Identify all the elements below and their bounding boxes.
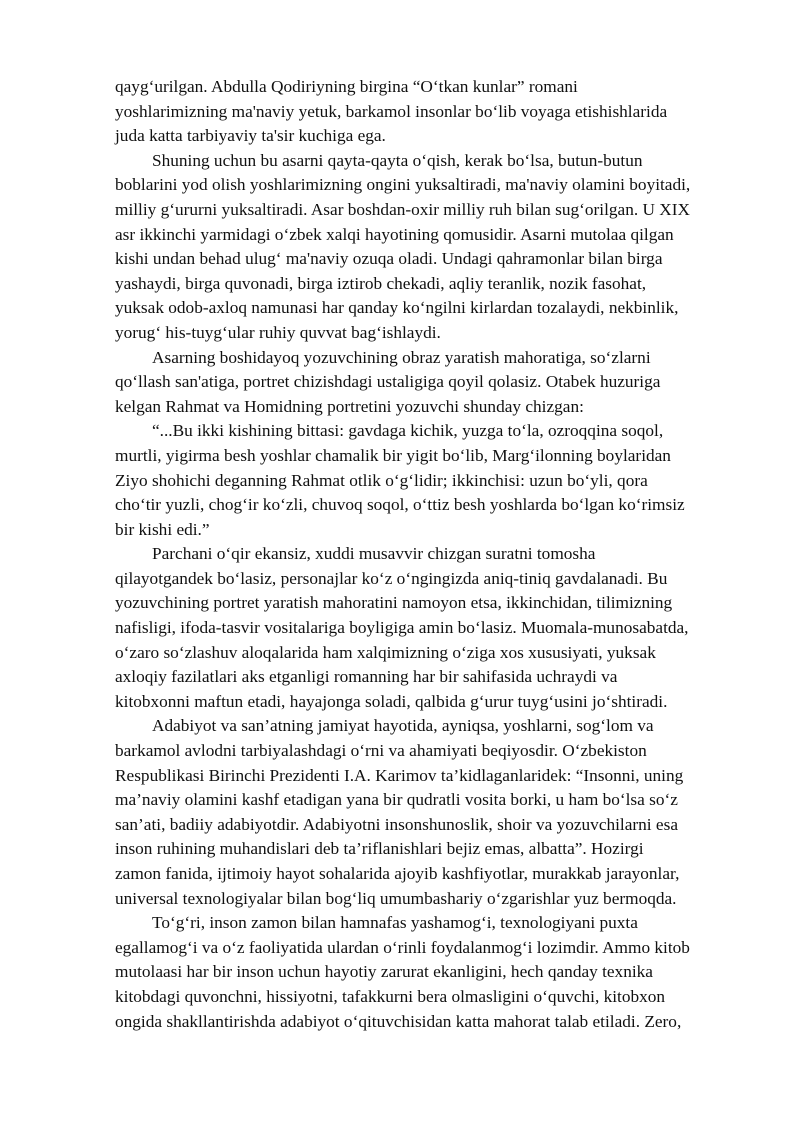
paragraph: [115, 346, 745, 420]
text-line: kitobxonni maftun etadi, hayajonga soladi, qalbida g‘urur tuyg‘usini jo‘shtiradi.: [115, 691, 668, 711]
text-line: To‘g‘ri, inson zamon bilan hamnafas yashamog‘i, texnologiyani puxta: [152, 913, 638, 933]
text-line: san’ati, badiiy adabiyotdir. Adabiyotni insonshunoslik, shoir va yozuvchilarni esa: [115, 814, 678, 834]
text-line: Shuning uchun bu asarni qayta-qayta o‘qish, kerak bo‘lsa, butun-butun: [152, 150, 643, 170]
text-line: qo‘llash san'atiga, portret chizishdagi ustaligiga qoyil qolasiz. Otabek huzuriga: [115, 372, 661, 392]
text-line: inson ruhining muhandislari deb ta’riflanishlari bejiz emas, albatta”. Hozirgi: [115, 839, 644, 859]
text-line: yashaydi, birga quvonadi, birga iztirob chekadi, aqliy teranlik, nozik fasohat,: [115, 273, 647, 293]
text-line: bir kishi edi.”: [115, 519, 210, 539]
text-line: milliy g‘ururni yuksaltiradi. Asar boshdan-oxir milliy ruh bilan sug‘orilgan. U XIX: [115, 199, 690, 219]
paragraph: [115, 714, 745, 911]
text-line: barkamol avlodni tarbiyalashdagi o‘rni va ahamiyati beqiyosdir. O‘zbekiston: [115, 741, 647, 761]
text-line: juda katta tarbiyaviy ta'sir kuchiga ega.: [115, 126, 386, 146]
paragraph: [115, 911, 745, 1034]
paragraph: [115, 419, 745, 542]
text-line: qilayotgandek bo‘lasiz, personajlar ko‘z o‘ngingizda aniq-tiniq gavdalanadi. Bu: [115, 568, 668, 588]
text-line: Respublikasi Birinchi Prezidenti I.A. Karimov ta’kidlaganlaridek: “Insonni, uning: [115, 765, 684, 785]
paragraph: [115, 75, 745, 149]
text-line: yoshlarimizning ma'naviy yetuk, barkamol insonlar bo‘lib voyaga etishishlarida: [115, 101, 668, 121]
text-line: yozuvchining portret yaratish mahoratini namoyon etsa, ikkinchidan, tilimizning: [115, 593, 673, 613]
text-line: Ziyo shohichi deganning Rahmat otlik o‘g‘lidir; ikkinchisi: uzun bo‘yli, qora: [115, 470, 648, 490]
paragraph: [115, 542, 745, 714]
text-line: ongida shakllantirishda adabiyot o‘qituvchisidan katta mahorat talab etiladi. Zero,: [115, 1011, 682, 1031]
paragraph: [115, 149, 745, 346]
document-page: [115, 75, 745, 1034]
text-line: kitobdagi quvonchni, hissiyotni, tafakkurni bera olmasligini o‘quvchi, kitobxon: [115, 986, 666, 1006]
text-line: ma’naviy olamini kashf etadigan yana bir qudratli vosita borki, u ham bo‘lsa so‘z: [115, 790, 678, 810]
text-line: universal texnologiyalar bilan bog‘liq umumbashariy o‘zgarishlar yuz bermoqda.: [115, 888, 677, 908]
text-line: kelgan Rahmat va Homidning portretini yozuvchi shunday chizgan:: [115, 396, 584, 416]
text-line: murtli, yigirma besh yoshlar chamalik bir yigit bo‘lib, Marg‘ilonning boylaridan: [115, 445, 671, 465]
text-line: Adabiyot va san’atning jamiyat hayotida, ayniqsa, yoshlarni, sog‘lom va: [152, 716, 654, 736]
text-line: yorug‘ his-tuyg‘ular ruhiy quvvat bag‘ishlaydi.: [115, 322, 441, 342]
text-line: zamon fanida, ijtimoiy hayot sohalarida ajoyib kashfiyotlar, murakkab jarayonlar,: [115, 864, 680, 883]
text-line: cho‘tir yuzli, chog‘ir ko‘zli, chuvoq soqol, o‘ttiz besh yoshlarda bo‘lgan ko‘rimsiz: [115, 495, 685, 515]
text-line: Asarning boshidayoq yozuvchining obraz yaratish mahoratiga, so‘zlarni: [152, 347, 651, 367]
text-line: mutolaasi har bir inson uchun hayotiy zarurat ekanligini, hech qanday texnika: [115, 962, 653, 982]
text-line: axloqiy fazilatlari aks etganligi romanning har bir sahifasida uchraydi va: [115, 667, 618, 687]
text-line: nafisligi, ifoda-tasvir vositalariga boyligiga amin bo‘lasiz. Muomala-munosabatda,: [115, 618, 689, 638]
text-line: yuksak odob-axloq namunasi har qanday ko‘ngilni kirlardan tozalaydi, nekbinlik,: [115, 298, 679, 318]
text-line: egallamog‘i va o‘z faoliyatida ulardan o‘rinli foydalanmog‘i lozimdir. Ammo kitob: [115, 937, 690, 957]
text-line: o‘zaro so‘zlashuv aloqalarida ham xalqimizning o‘ziga xos xususiyati, yuksak: [115, 642, 656, 662]
text-line: Parchani o‘qir ekansiz, xuddi musavvir chizgan suratni tomosha: [152, 544, 596, 564]
text-line: qayg‘urilgan. Abdulla Qodiriyning birgina “O‘tkan kunlar” romani: [115, 77, 578, 96]
text-line: asr ikkinchi yarmidagi o‘zbek xalqi hayotining qomusidir. Asarni mutolaa qilgan: [115, 224, 674, 244]
text-line: kishi undan behad ulug‘ ma'naviy ozuqa oladi. Undagi qahramonlar bilan birga: [115, 249, 663, 269]
text-line: “...Bu ikki kishining bittasi: gavdaga kichik, yuzga to‘la, ozroqqina soqol,: [152, 421, 664, 441]
text-line: boblarini yod olish yoshlarimizning ongini yuksaltiradi, ma'naviy olamini boyitadi,: [115, 175, 691, 195]
